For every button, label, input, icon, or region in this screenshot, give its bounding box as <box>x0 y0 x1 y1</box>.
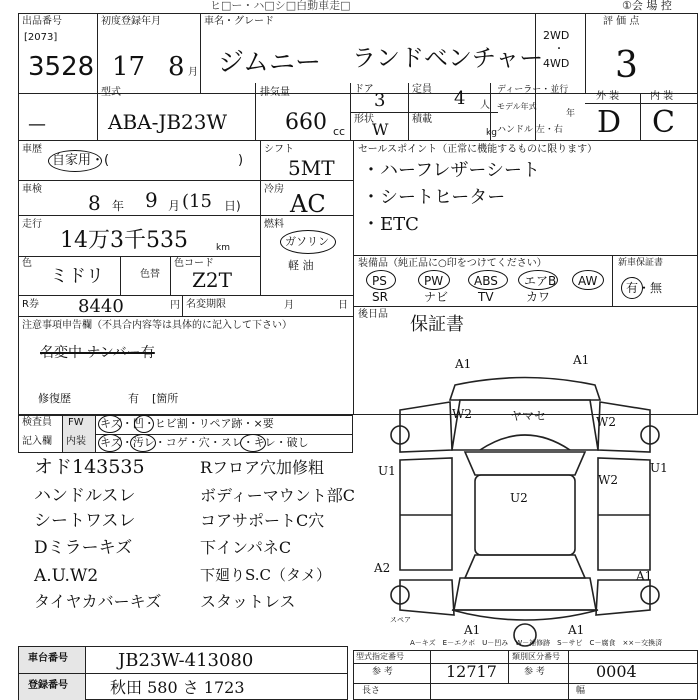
displacement-label: 排気量 <box>260 87 290 98</box>
warranty-circle <box>621 277 643 299</box>
mark-a2-rear: A2 <box>374 561 391 575</box>
note-left-5: A.U.W2 <box>34 566 99 586</box>
doors-value: 3 <box>374 90 386 111</box>
chassis-label: 車台番号 <box>28 653 68 664</box>
repair-label: 修復歴 <box>38 392 71 405</box>
fuel-gas: ガソリン <box>285 235 329 248</box>
inspection-month: 9 <box>145 188 158 212</box>
dash-mark: — <box>28 114 46 135</box>
equip-sr: SR <box>372 290 388 304</box>
model-year-label: モデル年式 <box>497 102 537 111</box>
mark-a1-rear-right: A1 <box>636 569 653 583</box>
note-left-4: Dミラーキズ <box>34 538 133 558</box>
inspector-label-2: 記入欄 <box>22 436 52 447</box>
equip-abs-circle <box>468 270 508 290</box>
transfer-day-unit: 日 <box>338 300 348 311</box>
sales-points-label: セールスポイント（正常に機能するものに限ります） <box>358 144 598 155</box>
body-shape-value: W <box>372 120 389 139</box>
mark-a1-front-left: A1 <box>455 357 472 371</box>
inspection-year: 8 <box>88 191 101 215</box>
note-left-2: ハンドルスレ <box>34 486 136 506</box>
model-cert-value: 12717 <box>446 662 497 681</box>
displacement-unit: cc <box>333 125 346 138</box>
inspector-int-label: 内装 <box>66 436 86 447</box>
mark-u2-roof: U2 <box>510 491 528 505</box>
width-label: 幅 <box>576 686 586 696</box>
mark-w2-right: W2 <box>596 415 616 429</box>
fuel-label: 燃料 <box>264 219 284 230</box>
reg-number-value: 秋田 580 さ 1723 <box>110 678 245 697</box>
equipment-label: 装備品（純正品に○印をつけてください） <box>358 258 547 269</box>
capacity-unit: 人 <box>480 100 490 111</box>
recycle-value: 8440 <box>78 296 124 317</box>
equip-airbag: エアB <box>524 274 557 288</box>
equip-ps: PS <box>372 274 387 288</box>
note-right-5: 下廻りS.C（タメ） <box>200 566 331 584</box>
shift-value: 5MT <box>288 156 335 180</box>
repair-value: 有 <box>128 392 139 405</box>
ref2-label: 参 考 <box>524 667 545 677</box>
warranty-value: 有・無 <box>626 281 663 295</box>
mark-a1-front-right: A1 <box>573 353 590 367</box>
reg-year: 17 <box>112 52 146 82</box>
lot-number: 3528 <box>28 52 95 82</box>
model-value: ABA-JB23W <box>108 110 228 134</box>
equip-aw: AW <box>578 274 598 288</box>
chassis-value: JB23W-413080 <box>118 650 254 671</box>
int-wear-circle <box>240 434 266 452</box>
history-close: ) <box>238 153 244 168</box>
sales-point-3: ・ETC <box>362 214 419 235</box>
equip-pw-circle <box>418 270 450 290</box>
inspector-fw-items: キズ・凹・ヒビ割・リペア跡・×要 <box>100 417 274 430</box>
load-unit: kg <box>486 128 497 138</box>
displacement-value: 660 <box>285 110 327 135</box>
mileage-unit: km <box>216 243 230 253</box>
equip-pw: PW <box>424 274 444 288</box>
inspector-int-items: キズ・汚レ・コゲ・穴・スレ・キレ・破し <box>100 436 309 449</box>
notes-label: 注意事項申告欄（不具合内容等は具体的に記入して下さい） <box>22 320 292 331</box>
category-value: 0004 <box>596 662 637 681</box>
venue-label: ①会 場 控 <box>622 0 672 12</box>
inspection-year-unit: 年 <box>112 199 125 213</box>
ext-value: D <box>597 105 622 140</box>
history-circle <box>48 150 102 172</box>
mileage-label: 走行 <box>22 219 42 230</box>
length-label: 長さ <box>362 686 381 696</box>
damage-legend: A－キズ E－エクボ U－凹み W－補修跡 S－サビ C－腐食 ××－交換済 <box>410 639 663 647</box>
model-year-unit: 年 <box>566 109 576 119</box>
score-value: 3 <box>615 45 638 86</box>
category-label: 類別区分番号 <box>512 652 560 661</box>
sales-point-1: ・ハーフレザーシート <box>362 160 541 181</box>
aftermarket-label: 後日品 <box>358 309 388 320</box>
inspector-fw-label: FW <box>68 417 84 428</box>
mark-u1-left: U1 <box>378 464 396 478</box>
mark-u1-right: U1 <box>650 461 668 475</box>
history-label: 車歴 <box>22 144 42 155</box>
ac-value: AC <box>290 190 326 218</box>
color-value: ミドリ <box>50 266 104 287</box>
notes-item: 名変中 ナンバー有 <box>40 345 155 361</box>
note-left-3: シートワスレ <box>34 511 136 531</box>
mark-spare: スペア <box>390 616 411 624</box>
color-code-label: 色コード <box>174 258 214 269</box>
equip-tv: TV <box>478 290 494 304</box>
shift-label: シフト <box>264 144 294 155</box>
dealer-label: ディーラー・並行 <box>497 85 569 95</box>
car-name: ジムニー <box>218 48 321 78</box>
fw-scratch-circle <box>98 415 122 433</box>
car-grade: ランドベンチャー <box>352 44 544 72</box>
score-label: 評 価 点 <box>603 16 640 27</box>
capacity-label: 定員 <box>412 84 432 95</box>
transfer-label: 名変期限 <box>186 299 226 310</box>
note-right-6: スタットレス <box>200 592 296 611</box>
equip-airbag-circle <box>518 270 558 290</box>
ac-label: 冷房 <box>264 184 284 195</box>
note-right-1: Rフロア穴加修粗 <box>200 458 325 477</box>
repair-part: [箇所 <box>152 392 179 405</box>
int-dirt-circle <box>130 434 156 452</box>
mark-a1-rear-left: A1 <box>464 623 481 637</box>
drive-dot: ・ <box>554 44 564 55</box>
note-left-6: タイヤカバーキズ <box>34 592 162 611</box>
drive-2wd: 2WD <box>543 29 570 42</box>
lot-label: 出品番号 <box>22 16 62 27</box>
int-value: C <box>652 105 675 140</box>
inspector-label-1: 検査員 <box>22 417 52 428</box>
equip-ps-circle <box>366 270 396 290</box>
equip-navi: ナビ <box>424 290 449 304</box>
color-label: 色 <box>22 258 32 269</box>
equip-abs: ABS <box>474 274 498 288</box>
header-strip: ヒ□ー・ハ□シ□白動車走□ <box>210 0 351 12</box>
note-right-4: 下インパネC <box>200 538 292 557</box>
int-scratch-circle <box>98 434 122 452</box>
note-right-2: ボディーマウント部C <box>200 486 355 505</box>
sales-point-2: ・シートヒーター <box>362 187 506 208</box>
mark-w2-side: W2 <box>598 473 618 487</box>
reg-month-unit: 月 <box>188 67 198 78</box>
mileage-value: 14万3千535 <box>60 228 188 253</box>
inspection-label: 車検 <box>22 184 42 195</box>
fuel-gas-circle <box>280 230 336 254</box>
car-name-label: 車名・グレード <box>204 16 274 27</box>
inspection-month-unit: 月 <box>168 199 181 213</box>
color-change-label: 色替 <box>140 269 160 280</box>
transfer-month-unit: 月 <box>284 300 294 311</box>
car-damage-diagram <box>360 340 698 650</box>
mark-a1-rear: A1 <box>568 623 585 637</box>
model-label: 型式 <box>101 87 121 98</box>
handle-label: ハンドル 左・右 <box>497 125 563 135</box>
int-label: 内 装 <box>650 91 674 102</box>
first-reg-label: 初度登録年月 <box>101 16 161 27</box>
aftermarket-value: 保証書 <box>410 314 464 335</box>
capacity-value: 4 <box>454 88 466 109</box>
equip-aw-circle <box>572 270 604 290</box>
mark-yamase: ヤマセ <box>510 409 547 423</box>
fw-dent-circle <box>134 415 154 433</box>
doors-label: ドア <box>354 84 374 95</box>
ref1-label: 参 考 <box>372 667 393 677</box>
reg-number-label: 登録番号 <box>28 680 68 691</box>
load-label: 積載 <box>412 114 432 125</box>
drive-4wd: 4WD <box>543 57 570 70</box>
recycle-unit: 円 <box>170 300 180 311</box>
note-left-1: オド143535 <box>34 456 145 478</box>
history-value: 自家用・( <box>52 153 110 168</box>
lot-bracket: [2073] <box>24 32 58 43</box>
fuel-diesel: 軽 油 <box>288 259 314 272</box>
note-right-3: コアサポートC穴 <box>200 511 325 530</box>
reg-month: 8 <box>168 52 185 82</box>
model-cert-label: 型式指定番号 <box>356 652 404 661</box>
warranty-label: 新車保証書 <box>618 258 664 268</box>
mark-w2-hood: W2 <box>452 407 472 421</box>
ext-label: 外 装 <box>596 91 620 102</box>
inspection-day: (15 <box>182 191 212 212</box>
body-shape-label: 形状 <box>354 114 374 125</box>
recycle-label: R券 <box>22 299 39 310</box>
equip-leather: カワ <box>526 290 551 304</box>
color-code: Z2T <box>192 268 232 292</box>
inspection-day-unit: 日) <box>224 199 241 213</box>
